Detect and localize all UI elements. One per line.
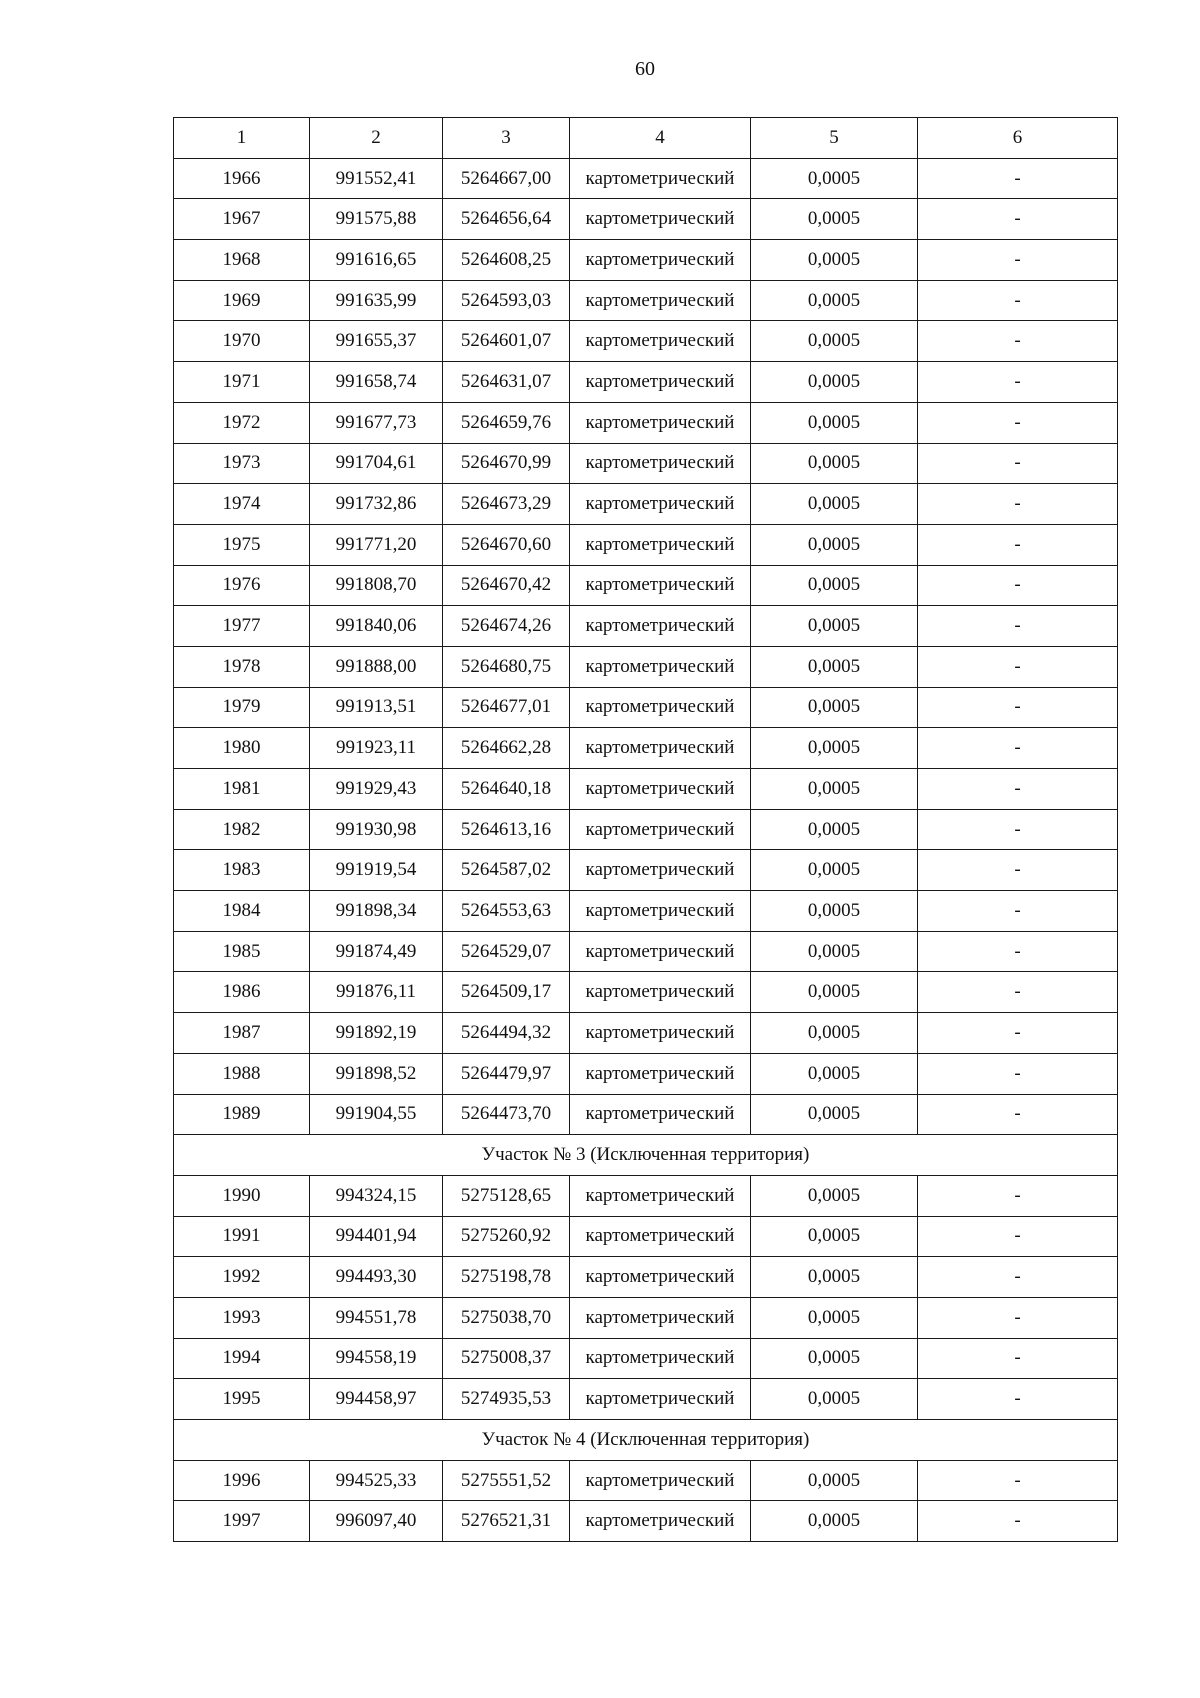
table-row: [174, 1297, 1118, 1338]
method-cell: картометрический: [570, 158, 751, 199]
table-row: [174, 850, 1118, 891]
accuracy-cell: 0,0005: [751, 1338, 918, 1379]
x-coordinate-cell: 991892,19: [310, 1013, 443, 1054]
method-cell: картометрический: [570, 524, 751, 565]
x-coordinate-cell: 991704,61: [310, 443, 443, 484]
point-number-cell: 1978: [174, 646, 310, 687]
table-row: [174, 1053, 1118, 1094]
point-number-cell: 1989: [174, 1094, 310, 1135]
note-cell: -: [918, 646, 1118, 687]
note-cell: -: [918, 1094, 1118, 1135]
y-coordinate-cell: 5264473,70: [443, 1094, 570, 1135]
x-coordinate-cell: 991874,49: [310, 931, 443, 972]
point-number-cell: 1971: [174, 362, 310, 403]
y-coordinate-cell: 5264640,18: [443, 769, 570, 810]
method-cell: картометрический: [570, 1053, 751, 1094]
y-coordinate-cell: 5264529,07: [443, 931, 570, 972]
x-coordinate-cell: 991840,06: [310, 606, 443, 647]
x-coordinate-cell: 991808,70: [310, 565, 443, 606]
y-coordinate-cell: 5274935,53: [443, 1379, 570, 1420]
note-cell: -: [918, 362, 1118, 403]
method-cell: картометрический: [570, 1175, 751, 1216]
method-cell: картометрический: [570, 484, 751, 525]
accuracy-cell: 0,0005: [751, 402, 918, 443]
note-cell: -: [918, 1379, 1118, 1420]
point-number-cell: 1972: [174, 402, 310, 443]
point-number-cell: 1980: [174, 728, 310, 769]
table-row: [174, 1501, 1118, 1542]
note-cell: -: [918, 1338, 1118, 1379]
method-cell: картометрический: [570, 728, 751, 769]
x-coordinate-cell: 994493,30: [310, 1257, 443, 1298]
table-row: [174, 524, 1118, 565]
point-number-cell: 1979: [174, 687, 310, 728]
table-row: [174, 1013, 1118, 1054]
accuracy-cell: 0,0005: [751, 972, 918, 1013]
y-coordinate-cell: 5275198,78: [443, 1257, 570, 1298]
table-row: [174, 1094, 1118, 1135]
table-row: [174, 321, 1118, 362]
note-cell: -: [918, 443, 1118, 484]
x-coordinate-cell: 991923,11: [310, 728, 443, 769]
note-cell: -: [918, 524, 1118, 565]
point-number-cell: 1982: [174, 809, 310, 850]
y-coordinate-cell: 5264674,26: [443, 606, 570, 647]
point-number-cell: 1966: [174, 158, 310, 199]
x-coordinate-cell: 991930,98: [310, 809, 443, 850]
method-cell: картометрический: [570, 1297, 751, 1338]
table-row: [174, 1338, 1118, 1379]
y-coordinate-cell: 5264680,75: [443, 646, 570, 687]
method-cell: картометрический: [570, 1501, 751, 1542]
table-row: [174, 484, 1118, 525]
point-number-cell: 1994: [174, 1338, 310, 1379]
y-coordinate-cell: 5264677,01: [443, 687, 570, 728]
accuracy-cell: 0,0005: [751, 158, 918, 199]
section-row: [174, 1420, 1118, 1461]
point-number-cell: 1991: [174, 1216, 310, 1257]
section-title: Участок № 3 (Исключенная территория): [174, 1135, 1118, 1176]
note-cell: -: [918, 1175, 1118, 1216]
x-coordinate-cell: 991658,74: [310, 362, 443, 403]
table-row: [174, 646, 1118, 687]
note-cell: -: [918, 1297, 1118, 1338]
y-coordinate-cell: 5264659,76: [443, 402, 570, 443]
note-cell: -: [918, 321, 1118, 362]
point-number-cell: 1967: [174, 199, 310, 240]
table-row: [174, 1460, 1118, 1501]
table-row: [174, 1257, 1118, 1298]
table-row: [174, 443, 1118, 484]
x-coordinate-cell: 991677,73: [310, 402, 443, 443]
note-cell: -: [918, 972, 1118, 1013]
note-cell: -: [918, 484, 1118, 525]
table-row: [174, 1216, 1118, 1257]
point-number-cell: 1976: [174, 565, 310, 606]
accuracy-cell: 0,0005: [751, 1094, 918, 1135]
table-row: [174, 199, 1118, 240]
y-coordinate-cell: 5275128,65: [443, 1175, 570, 1216]
header-cell-3: 3: [443, 118, 570, 159]
note-cell: -: [918, 606, 1118, 647]
x-coordinate-cell: 991575,88: [310, 199, 443, 240]
y-coordinate-cell: 5264509,17: [443, 972, 570, 1013]
table-row: [174, 809, 1118, 850]
table-row: [174, 891, 1118, 932]
accuracy-cell: 0,0005: [751, 809, 918, 850]
x-coordinate-cell: 991876,11: [310, 972, 443, 1013]
table-row: [174, 972, 1118, 1013]
y-coordinate-cell: 5264587,02: [443, 850, 570, 891]
x-coordinate-cell: 991655,37: [310, 321, 443, 362]
accuracy-cell: 0,0005: [751, 199, 918, 240]
accuracy-cell: 0,0005: [751, 1175, 918, 1216]
point-number-cell: 1986: [174, 972, 310, 1013]
point-number-cell: 1969: [174, 280, 310, 321]
point-number-cell: 1970: [174, 321, 310, 362]
point-number-cell: 1997: [174, 1501, 310, 1542]
accuracy-cell: 0,0005: [751, 565, 918, 606]
method-cell: картометрический: [570, 606, 751, 647]
note-cell: -: [918, 850, 1118, 891]
method-cell: картометрический: [570, 1013, 751, 1054]
note-cell: -: [918, 199, 1118, 240]
method-cell: картометрический: [570, 362, 751, 403]
y-coordinate-cell: 5264667,00: [443, 158, 570, 199]
accuracy-cell: 0,0005: [751, 606, 918, 647]
point-number-cell: 1983: [174, 850, 310, 891]
table-row: [174, 402, 1118, 443]
x-coordinate-cell: 991635,99: [310, 280, 443, 321]
x-coordinate-cell: 994324,15: [310, 1175, 443, 1216]
accuracy-cell: 0,0005: [751, 850, 918, 891]
y-coordinate-cell: 5264656,64: [443, 199, 570, 240]
method-cell: картометрический: [570, 972, 751, 1013]
table-row: [174, 158, 1118, 199]
header-cell-2: 2: [310, 118, 443, 159]
method-cell: картометрический: [570, 931, 751, 972]
note-cell: -: [918, 1053, 1118, 1094]
y-coordinate-cell: 5275551,52: [443, 1460, 570, 1501]
note-cell: -: [918, 1257, 1118, 1298]
accuracy-cell: 0,0005: [751, 524, 918, 565]
accuracy-cell: 0,0005: [751, 1297, 918, 1338]
x-coordinate-cell: 991919,54: [310, 850, 443, 891]
coordinates-table: [173, 117, 1118, 1542]
accuracy-cell: 0,0005: [751, 240, 918, 281]
note-cell: -: [918, 891, 1118, 932]
point-number-cell: 1987: [174, 1013, 310, 1054]
method-cell: картометрический: [570, 199, 751, 240]
point-number-cell: 1973: [174, 443, 310, 484]
accuracy-cell: 0,0005: [751, 1460, 918, 1501]
method-cell: картометрический: [570, 1094, 751, 1135]
x-coordinate-cell: 991898,52: [310, 1053, 443, 1094]
x-coordinate-cell: 991888,00: [310, 646, 443, 687]
method-cell: картометрический: [570, 240, 751, 281]
point-number-cell: 1984: [174, 891, 310, 932]
table-row: [174, 240, 1118, 281]
method-cell: картометрический: [570, 646, 751, 687]
accuracy-cell: 0,0005: [751, 769, 918, 810]
accuracy-cell: 0,0005: [751, 931, 918, 972]
accuracy-cell: 0,0005: [751, 321, 918, 362]
section-row: [174, 1135, 1118, 1176]
point-number-cell: 1990: [174, 1175, 310, 1216]
x-coordinate-cell: 991616,65: [310, 240, 443, 281]
note-cell: -: [918, 402, 1118, 443]
y-coordinate-cell: 5264670,42: [443, 565, 570, 606]
y-coordinate-cell: 5264670,99: [443, 443, 570, 484]
y-coordinate-cell: 5275008,37: [443, 1338, 570, 1379]
method-cell: картометрический: [570, 280, 751, 321]
accuracy-cell: 0,0005: [751, 443, 918, 484]
y-coordinate-cell: 5264494,32: [443, 1013, 570, 1054]
header-cell-1: 1: [174, 118, 310, 159]
table-row: [174, 362, 1118, 403]
y-coordinate-cell: 5264631,07: [443, 362, 570, 403]
point-number-cell: 1995: [174, 1379, 310, 1420]
table-row: [174, 280, 1118, 321]
method-cell: картометрический: [570, 321, 751, 362]
accuracy-cell: 0,0005: [751, 1257, 918, 1298]
point-number-cell: 1977: [174, 606, 310, 647]
x-coordinate-cell: 994558,19: [310, 1338, 443, 1379]
y-coordinate-cell: 5264608,25: [443, 240, 570, 281]
accuracy-cell: 0,0005: [751, 280, 918, 321]
header-cell-5: 5: [751, 118, 918, 159]
method-cell: картометрический: [570, 809, 751, 850]
method-cell: картометрический: [570, 443, 751, 484]
note-cell: -: [918, 809, 1118, 850]
y-coordinate-cell: 5264593,03: [443, 280, 570, 321]
method-cell: картометрический: [570, 1216, 751, 1257]
method-cell: картометрический: [570, 1460, 751, 1501]
note-cell: -: [918, 1013, 1118, 1054]
accuracy-cell: 0,0005: [751, 1013, 918, 1054]
point-number-cell: 1974: [174, 484, 310, 525]
table-body: [174, 118, 1118, 1542]
note-cell: -: [918, 1216, 1118, 1257]
x-coordinate-cell: 991732,86: [310, 484, 443, 525]
y-coordinate-cell: 5264601,07: [443, 321, 570, 362]
note-cell: -: [918, 280, 1118, 321]
header-row: [174, 118, 1118, 159]
header-cell-4: 4: [570, 118, 751, 159]
x-coordinate-cell: 994401,94: [310, 1216, 443, 1257]
y-coordinate-cell: 5264670,60: [443, 524, 570, 565]
x-coordinate-cell: 991913,51: [310, 687, 443, 728]
accuracy-cell: 0,0005: [751, 646, 918, 687]
table-row: [174, 769, 1118, 810]
method-cell: картометрический: [570, 1379, 751, 1420]
y-coordinate-cell: 5264673,29: [443, 484, 570, 525]
method-cell: картометрический: [570, 402, 751, 443]
accuracy-cell: 0,0005: [751, 362, 918, 403]
x-coordinate-cell: 996097,40: [310, 1501, 443, 1542]
y-coordinate-cell: 5276521,31: [443, 1501, 570, 1542]
x-coordinate-cell: 991771,20: [310, 524, 443, 565]
method-cell: картометрический: [570, 891, 751, 932]
accuracy-cell: 0,0005: [751, 1379, 918, 1420]
point-number-cell: 1981: [174, 769, 310, 810]
accuracy-cell: 0,0005: [751, 484, 918, 525]
point-number-cell: 1993: [174, 1297, 310, 1338]
accuracy-cell: 0,0005: [751, 1053, 918, 1094]
table-row: [174, 606, 1118, 647]
y-coordinate-cell: 5275038,70: [443, 1297, 570, 1338]
accuracy-cell: 0,0005: [751, 1216, 918, 1257]
table-row: [174, 565, 1118, 606]
y-coordinate-cell: 5264553,63: [443, 891, 570, 932]
method-cell: картометрический: [570, 1338, 751, 1379]
table-row: [174, 931, 1118, 972]
x-coordinate-cell: 991929,43: [310, 769, 443, 810]
note-cell: -: [918, 565, 1118, 606]
accuracy-cell: 0,0005: [751, 728, 918, 769]
point-number-cell: 1985: [174, 931, 310, 972]
header-cell-6: 6: [918, 118, 1118, 159]
method-cell: картометрический: [570, 850, 751, 891]
point-number-cell: 1996: [174, 1460, 310, 1501]
table-row: [174, 1175, 1118, 1216]
method-cell: картометрический: [570, 565, 751, 606]
x-coordinate-cell: 994551,78: [310, 1297, 443, 1338]
table-row: [174, 1379, 1118, 1420]
y-coordinate-cell: 5264479,97: [443, 1053, 570, 1094]
method-cell: картометрический: [570, 769, 751, 810]
point-number-cell: 1968: [174, 240, 310, 281]
point-number-cell: 1975: [174, 524, 310, 565]
y-coordinate-cell: 5264662,28: [443, 728, 570, 769]
point-number-cell: 1992: [174, 1257, 310, 1298]
accuracy-cell: 0,0005: [751, 1501, 918, 1542]
method-cell: картометрический: [570, 687, 751, 728]
note-cell: -: [918, 728, 1118, 769]
x-coordinate-cell: 991898,34: [310, 891, 443, 932]
table-row: [174, 728, 1118, 769]
note-cell: -: [918, 240, 1118, 281]
note-cell: -: [918, 931, 1118, 972]
note-cell: -: [918, 158, 1118, 199]
y-coordinate-cell: 5264613,16: [443, 809, 570, 850]
table-row: [174, 687, 1118, 728]
accuracy-cell: 0,0005: [751, 891, 918, 932]
note-cell: -: [918, 687, 1118, 728]
x-coordinate-cell: 994525,33: [310, 1460, 443, 1501]
accuracy-cell: 0,0005: [751, 687, 918, 728]
x-coordinate-cell: 991904,55: [310, 1094, 443, 1135]
note-cell: -: [918, 769, 1118, 810]
page-number: 60: [635, 58, 655, 80]
y-coordinate-cell: 5275260,92: [443, 1216, 570, 1257]
x-coordinate-cell: 991552,41: [310, 158, 443, 199]
point-number-cell: 1988: [174, 1053, 310, 1094]
section-title: Участок № 4 (Исключенная территория): [174, 1420, 1118, 1461]
note-cell: -: [918, 1460, 1118, 1501]
method-cell: картометрический: [570, 1257, 751, 1298]
x-coordinate-cell: 994458,97: [310, 1379, 443, 1420]
note-cell: -: [918, 1501, 1118, 1542]
